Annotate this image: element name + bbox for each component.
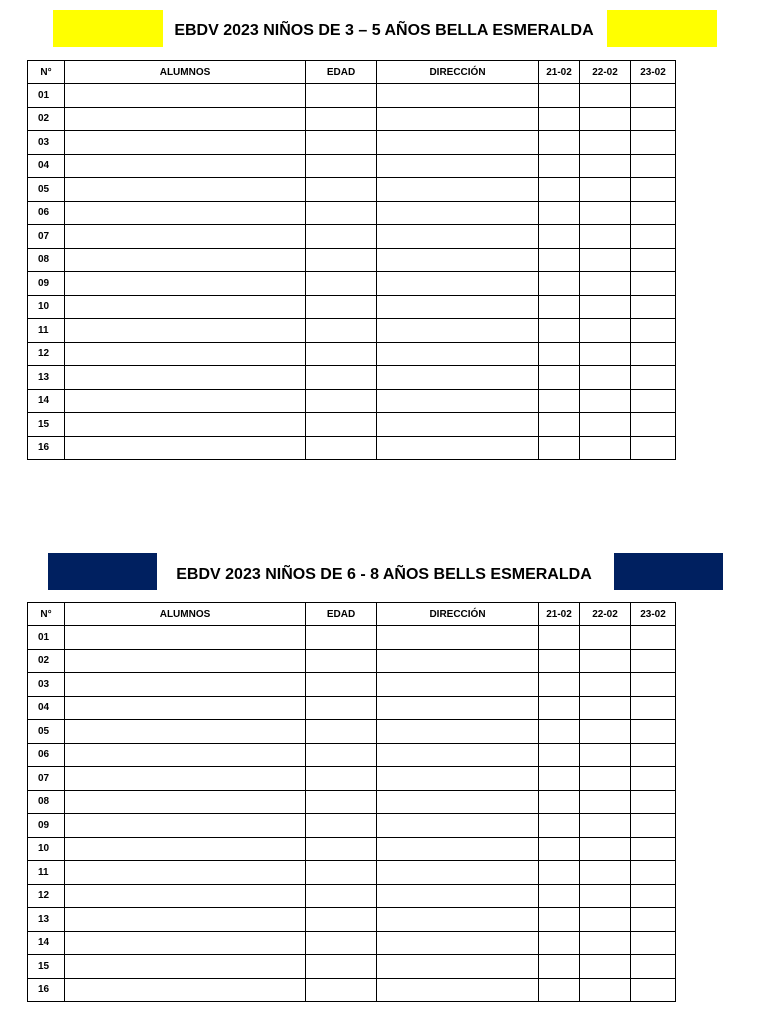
date-1-cell[interactable] bbox=[539, 225, 580, 249]
edad-cell[interactable] bbox=[306, 720, 377, 744]
edad-cell[interactable] bbox=[306, 884, 377, 908]
row-number: 02 bbox=[28, 107, 65, 131]
date-2-cell[interactable] bbox=[580, 743, 631, 767]
edad-cell[interactable] bbox=[306, 767, 377, 791]
edad-cell[interactable] bbox=[306, 107, 377, 131]
col-date-3-header: 23-02 bbox=[631, 603, 676, 626]
alumno-cell[interactable] bbox=[65, 319, 306, 343]
row-number: 10 bbox=[28, 837, 65, 861]
date-1-cell[interactable] bbox=[539, 720, 580, 744]
date-2-cell[interactable] bbox=[580, 861, 631, 885]
table-row bbox=[28, 178, 676, 202]
alumno-cell[interactable] bbox=[65, 978, 306, 1002]
edad-cell[interactable] bbox=[306, 154, 377, 178]
edad-cell[interactable] bbox=[306, 366, 377, 390]
direccion-cell[interactable] bbox=[377, 389, 539, 413]
date-3-cell[interactable] bbox=[631, 225, 676, 249]
date-1-cell[interactable] bbox=[539, 931, 580, 955]
date-2-cell[interactable] bbox=[580, 201, 631, 225]
edad-cell[interactable] bbox=[306, 978, 377, 1002]
date-2-cell[interactable] bbox=[580, 837, 631, 861]
date-1-cell[interactable] bbox=[539, 696, 580, 720]
table-row bbox=[28, 790, 676, 814]
alumno-cell[interactable] bbox=[65, 743, 306, 767]
alumno-cell[interactable] bbox=[65, 673, 306, 697]
row-number: 06 bbox=[28, 743, 65, 767]
table-row bbox=[28, 272, 676, 296]
edad-cell[interactable] bbox=[306, 790, 377, 814]
date-1-cell[interactable] bbox=[539, 649, 580, 673]
row-number: 15 bbox=[28, 955, 65, 979]
section-2-rows bbox=[28, 626, 676, 1002]
date-3-cell[interactable] bbox=[631, 154, 676, 178]
date-1-cell[interactable] bbox=[539, 767, 580, 791]
date-1-cell[interactable] bbox=[539, 342, 580, 366]
date-3-cell[interactable] bbox=[631, 673, 676, 697]
row-number: 13 bbox=[28, 366, 65, 390]
row-number: 10 bbox=[28, 295, 65, 319]
direccion-cell[interactable] bbox=[377, 107, 539, 131]
alumno-cell[interactable] bbox=[65, 295, 306, 319]
table-row bbox=[28, 107, 676, 131]
alumno-cell[interactable] bbox=[65, 884, 306, 908]
alumno-cell[interactable] bbox=[65, 626, 306, 650]
table-row bbox=[28, 389, 676, 413]
section-1-rows bbox=[28, 84, 676, 460]
section-2-table bbox=[27, 602, 676, 1002]
table-row bbox=[28, 649, 676, 673]
date-3-cell[interactable] bbox=[631, 837, 676, 861]
section-1-table bbox=[27, 60, 676, 460]
table-row bbox=[28, 319, 676, 343]
date-1-cell[interactable] bbox=[539, 366, 580, 390]
date-3-cell[interactable] bbox=[631, 790, 676, 814]
alumno-cell[interactable] bbox=[65, 436, 306, 460]
alumno-cell[interactable] bbox=[65, 767, 306, 791]
row-number: 07 bbox=[28, 767, 65, 791]
edad-cell[interactable] bbox=[306, 837, 377, 861]
date-3-cell[interactable] bbox=[631, 389, 676, 413]
date-2-cell[interactable] bbox=[580, 626, 631, 650]
row-number: 04 bbox=[28, 154, 65, 178]
alumno-cell[interactable] bbox=[65, 272, 306, 296]
alumno-cell[interactable] bbox=[65, 720, 306, 744]
direccion-cell[interactable] bbox=[377, 814, 539, 838]
alumno-cell[interactable] bbox=[65, 837, 306, 861]
date-2-cell[interactable] bbox=[580, 389, 631, 413]
date-1-cell[interactable] bbox=[539, 436, 580, 460]
date-3-cell[interactable] bbox=[631, 861, 676, 885]
date-3-cell[interactable] bbox=[631, 436, 676, 460]
row-number: 14 bbox=[28, 931, 65, 955]
alumno-cell[interactable] bbox=[65, 225, 306, 249]
col-date-1-header: 21-02 bbox=[539, 61, 580, 84]
row-number: 11 bbox=[28, 319, 65, 343]
date-1-cell[interactable] bbox=[539, 955, 580, 979]
row-number: 06 bbox=[28, 201, 65, 225]
alumno-cell[interactable] bbox=[65, 107, 306, 131]
date-3-cell[interactable] bbox=[631, 178, 676, 202]
date-1-cell[interactable] bbox=[539, 154, 580, 178]
direccion-cell[interactable] bbox=[377, 84, 539, 108]
table-row bbox=[28, 626, 676, 650]
table-row bbox=[28, 436, 676, 460]
date-2-cell[interactable] bbox=[580, 154, 631, 178]
section-2-title-block bbox=[0, 553, 768, 593]
table-row bbox=[28, 225, 676, 249]
direccion-cell[interactable] bbox=[377, 154, 539, 178]
date-2-cell[interactable] bbox=[580, 931, 631, 955]
direccion-cell[interactable] bbox=[377, 696, 539, 720]
edad-cell[interactable] bbox=[306, 389, 377, 413]
row-number: 05 bbox=[28, 178, 65, 202]
direccion-cell[interactable] bbox=[377, 225, 539, 249]
section-2-header-row bbox=[28, 603, 676, 626]
edad-cell[interactable] bbox=[306, 931, 377, 955]
edad-cell[interactable] bbox=[306, 201, 377, 225]
direccion-cell[interactable] bbox=[377, 978, 539, 1002]
row-number: 05 bbox=[28, 720, 65, 744]
date-2-cell[interactable] bbox=[580, 295, 631, 319]
edad-cell[interactable] bbox=[306, 248, 377, 272]
col-date-2-header: 22-02 bbox=[580, 61, 631, 84]
row-number: 12 bbox=[28, 884, 65, 908]
edad-cell[interactable] bbox=[306, 178, 377, 202]
date-3-cell[interactable] bbox=[631, 696, 676, 720]
col-number-header: N° bbox=[28, 61, 65, 84]
row-number: 12 bbox=[28, 342, 65, 366]
alumno-cell[interactable] bbox=[65, 814, 306, 838]
date-3-cell[interactable] bbox=[631, 884, 676, 908]
date-1-cell[interactable] bbox=[539, 814, 580, 838]
row-number: 04 bbox=[28, 696, 65, 720]
col-date-1-header: 21-02 bbox=[539, 603, 580, 626]
table-row bbox=[28, 154, 676, 178]
direccion-cell[interactable] bbox=[377, 319, 539, 343]
table-row bbox=[28, 743, 676, 767]
row-number: 16 bbox=[28, 978, 65, 1002]
date-1-cell[interactable] bbox=[539, 248, 580, 272]
edad-cell[interactable] bbox=[306, 413, 377, 437]
date-1-cell[interactable] bbox=[539, 673, 580, 697]
date-3-cell[interactable] bbox=[631, 107, 676, 131]
date-2-cell[interactable] bbox=[580, 178, 631, 202]
table-row bbox=[28, 84, 676, 108]
date-1-cell[interactable] bbox=[539, 84, 580, 108]
date-1-cell[interactable] bbox=[539, 131, 580, 155]
edad-cell[interactable] bbox=[306, 319, 377, 343]
date-2-cell[interactable] bbox=[580, 908, 631, 932]
table-row bbox=[28, 908, 676, 932]
date-3-cell[interactable] bbox=[631, 814, 676, 838]
date-1-cell[interactable] bbox=[539, 884, 580, 908]
date-1-cell[interactable] bbox=[539, 837, 580, 861]
date-3-cell[interactable] bbox=[631, 978, 676, 1002]
alumno-cell[interactable] bbox=[65, 861, 306, 885]
direccion-cell[interactable] bbox=[377, 908, 539, 932]
direccion-cell[interactable] bbox=[377, 178, 539, 202]
direccion-cell[interactable] bbox=[377, 931, 539, 955]
section-1-title-block bbox=[0, 10, 768, 50]
table-row bbox=[28, 413, 676, 437]
date-2-cell[interactable] bbox=[580, 342, 631, 366]
edad-cell[interactable] bbox=[306, 626, 377, 650]
edad-cell[interactable] bbox=[306, 908, 377, 932]
direccion-cell[interactable] bbox=[377, 767, 539, 791]
alumno-cell[interactable] bbox=[65, 955, 306, 979]
edad-cell[interactable] bbox=[306, 861, 377, 885]
alumno-cell[interactable] bbox=[65, 649, 306, 673]
alumno-cell[interactable] bbox=[65, 413, 306, 437]
date-3-cell[interactable] bbox=[631, 272, 676, 296]
edad-cell[interactable] bbox=[306, 436, 377, 460]
table-row bbox=[28, 366, 676, 390]
date-3-cell[interactable] bbox=[631, 720, 676, 744]
edad-cell[interactable] bbox=[306, 342, 377, 366]
date-2-cell[interactable] bbox=[580, 790, 631, 814]
date-1-cell[interactable] bbox=[539, 272, 580, 296]
date-2-cell[interactable] bbox=[580, 978, 631, 1002]
alumno-cell[interactable] bbox=[65, 201, 306, 225]
table-row bbox=[28, 131, 676, 155]
row-number: 15 bbox=[28, 413, 65, 437]
table-row bbox=[28, 720, 676, 744]
table-row bbox=[28, 814, 676, 838]
edad-cell[interactable] bbox=[306, 814, 377, 838]
col-alumnos-header: ALUMNOS bbox=[65, 603, 306, 626]
direccion-cell[interactable] bbox=[377, 861, 539, 885]
row-number: 01 bbox=[28, 626, 65, 650]
table-row bbox=[28, 201, 676, 225]
edad-cell[interactable] bbox=[306, 131, 377, 155]
date-2-cell[interactable] bbox=[580, 319, 631, 343]
date-2-cell[interactable] bbox=[580, 436, 631, 460]
direccion-cell[interactable] bbox=[377, 649, 539, 673]
date-2-cell[interactable] bbox=[580, 649, 631, 673]
edad-cell[interactable] bbox=[306, 743, 377, 767]
col-direccion-header: DIRECCIÓN bbox=[377, 603, 539, 626]
col-date-3-header: 23-02 bbox=[631, 61, 676, 84]
date-3-cell[interactable] bbox=[631, 413, 676, 437]
alumno-cell[interactable] bbox=[65, 178, 306, 202]
col-direccion-header: DIRECCIÓN bbox=[377, 61, 539, 84]
direccion-cell[interactable] bbox=[377, 955, 539, 979]
date-2-cell[interactable] bbox=[580, 720, 631, 744]
date-1-cell[interactable] bbox=[539, 389, 580, 413]
table-row bbox=[28, 931, 676, 955]
row-number: 03 bbox=[28, 673, 65, 697]
col-edad-header: EDAD bbox=[306, 61, 377, 84]
table-row bbox=[28, 955, 676, 979]
date-2-cell[interactable] bbox=[580, 107, 631, 131]
date-1-cell[interactable] bbox=[539, 107, 580, 131]
date-1-cell[interactable] bbox=[539, 908, 580, 932]
table-row bbox=[28, 248, 676, 272]
date-3-cell[interactable] bbox=[631, 319, 676, 343]
date-2-cell[interactable] bbox=[580, 767, 631, 791]
edad-cell[interactable] bbox=[306, 272, 377, 296]
direccion-cell[interactable] bbox=[377, 720, 539, 744]
date-1-cell[interactable] bbox=[539, 201, 580, 225]
date-2-cell[interactable] bbox=[580, 673, 631, 697]
col-alumnos-header: ALUMNOS bbox=[65, 61, 306, 84]
date-1-cell[interactable] bbox=[539, 295, 580, 319]
date-3-cell[interactable] bbox=[631, 295, 676, 319]
direccion-cell[interactable] bbox=[377, 366, 539, 390]
direccion-cell[interactable] bbox=[377, 342, 539, 366]
date-3-cell[interactable] bbox=[631, 931, 676, 955]
table-row bbox=[28, 673, 676, 697]
date-2-cell[interactable] bbox=[580, 696, 631, 720]
edad-cell[interactable] bbox=[306, 955, 377, 979]
table-row bbox=[28, 696, 676, 720]
date-1-cell[interactable] bbox=[539, 626, 580, 650]
direccion-cell[interactable] bbox=[377, 673, 539, 697]
row-number: 09 bbox=[28, 814, 65, 838]
table-row bbox=[28, 837, 676, 861]
alumno-cell[interactable] bbox=[65, 342, 306, 366]
edad-cell[interactable] bbox=[306, 295, 377, 319]
table-row bbox=[28, 884, 676, 908]
edad-cell[interactable] bbox=[306, 673, 377, 697]
section-1-title: EBDV 2023 NIÑOS DE 3 – 5 AÑOS BELLA ESMERALDA bbox=[174, 22, 594, 39]
row-number: 07 bbox=[28, 225, 65, 249]
date-2-cell[interactable] bbox=[580, 884, 631, 908]
col-date-2-header: 22-02 bbox=[580, 603, 631, 626]
alumno-cell[interactable] bbox=[65, 931, 306, 955]
direccion-cell[interactable] bbox=[377, 272, 539, 296]
date-3-cell[interactable] bbox=[631, 955, 676, 979]
date-2-cell[interactable] bbox=[580, 814, 631, 838]
direccion-cell[interactable] bbox=[377, 248, 539, 272]
edad-cell[interactable] bbox=[306, 696, 377, 720]
row-number: 08 bbox=[28, 790, 65, 814]
row-number: 01 bbox=[28, 84, 65, 108]
direccion-cell[interactable] bbox=[377, 295, 539, 319]
alumno-cell[interactable] bbox=[65, 248, 306, 272]
row-number: 09 bbox=[28, 272, 65, 296]
row-number: 02 bbox=[28, 649, 65, 673]
direccion-cell[interactable] bbox=[377, 413, 539, 437]
edad-cell[interactable] bbox=[306, 649, 377, 673]
table-row bbox=[28, 861, 676, 885]
date-1-cell[interactable] bbox=[539, 178, 580, 202]
date-3-cell[interactable] bbox=[631, 248, 676, 272]
date-3-cell[interactable] bbox=[631, 626, 676, 650]
alumno-cell[interactable] bbox=[65, 366, 306, 390]
date-2-cell[interactable] bbox=[580, 955, 631, 979]
date-3-cell[interactable] bbox=[631, 649, 676, 673]
date-3-cell[interactable] bbox=[631, 908, 676, 932]
alumno-cell[interactable] bbox=[65, 131, 306, 155]
edad-cell[interactable] bbox=[306, 84, 377, 108]
table-row bbox=[28, 767, 676, 791]
date-3-cell[interactable] bbox=[631, 743, 676, 767]
col-edad-header: EDAD bbox=[306, 603, 377, 626]
section-2-title: EBDV 2023 NIÑOS DE 6 - 8 AÑOS BELLS ESMERALDA bbox=[176, 566, 592, 583]
edad-cell[interactable] bbox=[306, 225, 377, 249]
date-1-cell[interactable] bbox=[539, 978, 580, 1002]
col-number-header: N° bbox=[28, 603, 65, 626]
alumno-cell[interactable] bbox=[65, 790, 306, 814]
direccion-cell[interactable] bbox=[377, 790, 539, 814]
table-row bbox=[28, 978, 676, 1002]
date-2-cell[interactable] bbox=[580, 225, 631, 249]
date-3-cell[interactable] bbox=[631, 342, 676, 366]
date-2-cell[interactable] bbox=[580, 248, 631, 272]
direccion-cell[interactable] bbox=[377, 837, 539, 861]
table-row bbox=[28, 295, 676, 319]
date-2-cell[interactable] bbox=[580, 366, 631, 390]
date-1-cell[interactable] bbox=[539, 413, 580, 437]
row-number: 13 bbox=[28, 908, 65, 932]
date-1-cell[interactable] bbox=[539, 743, 580, 767]
date-2-cell[interactable] bbox=[580, 272, 631, 296]
direccion-cell[interactable] bbox=[377, 436, 539, 460]
alumno-cell[interactable] bbox=[65, 389, 306, 413]
direccion-cell[interactable] bbox=[377, 626, 539, 650]
date-2-cell[interactable] bbox=[580, 131, 631, 155]
date-2-cell[interactable] bbox=[580, 84, 631, 108]
direccion-cell[interactable] bbox=[377, 131, 539, 155]
row-number: 14 bbox=[28, 389, 65, 413]
date-1-cell[interactable] bbox=[539, 790, 580, 814]
direccion-cell[interactable] bbox=[377, 743, 539, 767]
date-3-cell[interactable] bbox=[631, 131, 676, 155]
table-row bbox=[28, 342, 676, 366]
date-3-cell[interactable] bbox=[631, 201, 676, 225]
row-number: 16 bbox=[28, 436, 65, 460]
alumno-cell[interactable] bbox=[65, 696, 306, 720]
date-1-cell[interactable] bbox=[539, 861, 580, 885]
date-2-cell[interactable] bbox=[580, 413, 631, 437]
alumno-cell[interactable] bbox=[65, 154, 306, 178]
date-3-cell[interactable] bbox=[631, 767, 676, 791]
date-3-cell[interactable] bbox=[631, 366, 676, 390]
alumno-cell[interactable] bbox=[65, 908, 306, 932]
date-1-cell[interactable] bbox=[539, 319, 580, 343]
direccion-cell[interactable] bbox=[377, 884, 539, 908]
date-3-cell[interactable] bbox=[631, 84, 676, 108]
section-1-header-row bbox=[28, 61, 676, 84]
row-number: 11 bbox=[28, 861, 65, 885]
alumno-cell[interactable] bbox=[65, 84, 306, 108]
row-number: 08 bbox=[28, 248, 65, 272]
row-number: 03 bbox=[28, 131, 65, 155]
direccion-cell[interactable] bbox=[377, 201, 539, 225]
